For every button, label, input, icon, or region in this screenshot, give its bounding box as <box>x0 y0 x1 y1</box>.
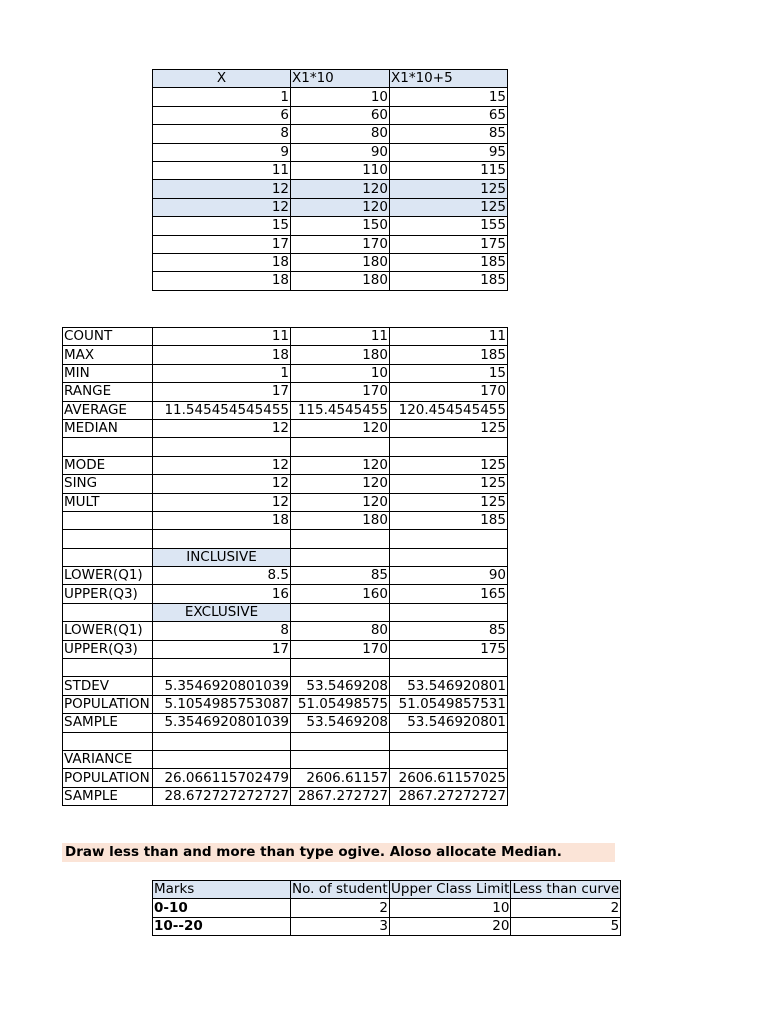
row-label[interactable]: AVERAGE <box>63 401 153 419</box>
row-label[interactable] <box>63 530 153 548</box>
cell[interactable]: 6 <box>153 106 291 124</box>
cell[interactable]: 60 <box>291 106 390 124</box>
stats-row <box>63 695 508 713</box>
cell[interactable]: 10 <box>390 899 511 917</box>
row-label[interactable] <box>63 548 153 566</box>
cell[interactable]: 12 <box>153 198 291 216</box>
column-header[interactable]: X1*10 <box>291 70 390 88</box>
cell[interactable]: 8 <box>153 125 291 143</box>
column-header[interactable]: X <box>153 70 291 88</box>
cell[interactable]: 90 <box>390 567 508 585</box>
row-label[interactable]: POPULATION <box>63 695 153 713</box>
stats-row <box>63 475 508 493</box>
cell[interactable] <box>291 750 390 768</box>
cell[interactable]: 175 <box>390 640 508 658</box>
cell[interactable]: 15 <box>390 88 508 106</box>
row-label[interactable] <box>63 438 153 456</box>
table-row <box>153 899 621 917</box>
cell[interactable]: 125 <box>390 198 508 216</box>
cell[interactable]: 155 <box>390 217 508 235</box>
cell[interactable] <box>153 659 291 677</box>
cell[interactable]: 160 <box>291 585 390 603</box>
stats-row <box>63 585 508 603</box>
cell[interactable] <box>291 732 390 750</box>
row-label[interactable] <box>63 732 153 750</box>
cell[interactable]: 15 <box>153 217 291 235</box>
table-row-highlighted <box>153 180 508 198</box>
cell[interactable] <box>153 438 291 456</box>
cell[interactable]: 85 <box>390 125 508 143</box>
cell[interactable]: 65 <box>390 106 508 124</box>
row-label[interactable]: POPULATION <box>63 769 153 787</box>
stats-row <box>63 346 508 364</box>
table-header-row <box>153 881 621 899</box>
cell[interactable]: 53.546920801 <box>390 714 508 732</box>
cell[interactable]: 18 <box>153 346 291 364</box>
row-label[interactable]: UPPER(Q3) <box>63 640 153 658</box>
table-row <box>153 917 621 935</box>
row-label[interactable]: UPPER(Q3) <box>63 585 153 603</box>
stats-row <box>63 750 508 768</box>
cell[interactable]: 20 <box>390 917 511 935</box>
stats-row <box>63 511 508 529</box>
cell[interactable]: 170 <box>390 383 508 401</box>
cell[interactable]: 10 <box>291 88 390 106</box>
table-row <box>153 88 508 106</box>
cell[interactable]: 120 <box>291 456 390 474</box>
cell[interactable]: 125 <box>390 493 508 511</box>
stats-row <box>63 401 508 419</box>
cell[interactable] <box>291 603 390 621</box>
instruction-note[interactable]: Draw less than and more than type ogive. Aloso allocate Median. <box>62 843 615 862</box>
cell[interactable]: 2606.61157025 <box>390 769 508 787</box>
cell[interactable]: 17 <box>153 383 291 401</box>
row-label[interactable] <box>63 511 153 529</box>
cell[interactable]: 125 <box>390 419 508 437</box>
cell[interactable]: 18 <box>153 511 291 529</box>
cell[interactable]: 2867.27272727 <box>390 787 508 805</box>
cell[interactable]: 17 <box>153 640 291 658</box>
cell[interactable]: 180 <box>291 253 390 271</box>
cell[interactable]: 180 <box>291 346 390 364</box>
stats-row <box>63 769 508 787</box>
cell[interactable]: 11 <box>153 328 291 346</box>
stats-row <box>63 787 508 805</box>
cell[interactable] <box>291 548 390 566</box>
cell[interactable]: 115.4545455 <box>291 401 390 419</box>
cell[interactable] <box>390 750 508 768</box>
row-label[interactable]: COUNT <box>63 328 153 346</box>
cell[interactable]: 5.1054985753087 <box>153 695 291 713</box>
cell[interactable] <box>390 659 508 677</box>
cell[interactable]: 5.3546920801039 <box>153 677 291 695</box>
table-row <box>153 106 508 124</box>
cell[interactable]: 17 <box>153 235 291 253</box>
cell[interactable]: 15 <box>390 364 508 382</box>
cell[interactable]: 28.672727272727 <box>153 787 291 805</box>
cell[interactable]: 18 <box>153 253 291 271</box>
cell[interactable]: 180 <box>291 511 390 529</box>
cell[interactable]: 185 <box>390 511 508 529</box>
cell[interactable]: 125 <box>390 180 508 198</box>
cell[interactable] <box>390 732 508 750</box>
stats-row <box>63 640 508 658</box>
cell[interactable] <box>153 732 291 750</box>
cell[interactable] <box>291 438 390 456</box>
cell[interactable]: 16 <box>153 585 291 603</box>
row-label[interactable]: SAMPLE <box>63 714 153 732</box>
stats-row <box>63 364 508 382</box>
row-label[interactable]: MAX <box>63 346 153 364</box>
cell[interactable]: 120 <box>291 419 390 437</box>
table-row <box>153 161 508 179</box>
cell[interactable]: 185 <box>390 346 508 364</box>
cell[interactable]: 0-10 <box>153 899 291 917</box>
cell[interactable]: 9 <box>153 143 291 161</box>
marks-table <box>152 880 621 936</box>
cell[interactable]: 51.05498575 <box>291 695 390 713</box>
cell[interactable] <box>390 603 508 621</box>
cell[interactable]: 120 <box>291 198 390 216</box>
cell[interactable]: 2 <box>511 899 621 917</box>
cell[interactable]: 12 <box>153 475 291 493</box>
cell[interactable]: 53.5469208 <box>291 714 390 732</box>
cell[interactable]: INCLUSIVE <box>153 548 291 566</box>
cell[interactable]: 95 <box>390 143 508 161</box>
cell[interactable]: 185 <box>390 253 508 271</box>
cell[interactable]: 8.5 <box>153 567 291 585</box>
stats-row <box>63 732 508 750</box>
row-label[interactable]: MEDIAN <box>63 419 153 437</box>
cell[interactable]: 3 <box>291 917 390 935</box>
cell[interactable]: 125 <box>390 456 508 474</box>
cell[interactable]: 150 <box>291 217 390 235</box>
cell[interactable]: 120.454545455 <box>390 401 508 419</box>
row-label[interactable]: SAMPLE <box>63 787 153 805</box>
cell[interactable] <box>390 438 508 456</box>
cell[interactable] <box>291 659 390 677</box>
cell[interactable]: 165 <box>390 585 508 603</box>
cell[interactable]: 110 <box>291 161 390 179</box>
cell[interactable]: 2867.272727 <box>291 787 390 805</box>
table-row <box>153 125 508 143</box>
cell[interactable]: 2 <box>291 899 390 917</box>
statistics-table <box>62 327 508 806</box>
row-label[interactable]: MULT <box>63 493 153 511</box>
row-label[interactable]: MODE <box>63 456 153 474</box>
cell[interactable]: 125 <box>390 475 508 493</box>
cell[interactable] <box>153 530 291 548</box>
row-label[interactable]: RANGE <box>63 383 153 401</box>
cell[interactable]: 10 <box>291 364 390 382</box>
cell[interactable]: 115 <box>390 161 508 179</box>
cell[interactable]: 2606.61157 <box>291 769 390 787</box>
stats-row <box>63 548 508 566</box>
stats-row <box>63 659 508 677</box>
row-label[interactable] <box>63 603 153 621</box>
data-table <box>152 69 508 291</box>
cell[interactable]: 12 <box>153 419 291 437</box>
stats-row <box>63 328 508 346</box>
table-row <box>153 143 508 161</box>
cell[interactable]: 5.3546920801039 <box>153 714 291 732</box>
cell[interactable]: 180 <box>291 272 390 290</box>
cell[interactable]: 12 <box>153 456 291 474</box>
stats-row <box>63 438 508 456</box>
stats-row <box>63 567 508 585</box>
cell[interactable]: EXCLUSIVE <box>153 603 291 621</box>
cell[interactable]: 11 <box>390 328 508 346</box>
cell[interactable]: 5 <box>511 917 621 935</box>
stats-row <box>63 419 508 437</box>
cell[interactable]: 170 <box>291 235 390 253</box>
cell[interactable]: 185 <box>390 272 508 290</box>
table-header-row <box>153 70 508 88</box>
stats-row <box>63 530 508 548</box>
cell[interactable]: 18 <box>153 272 291 290</box>
cell[interactable]: 85 <box>291 567 390 585</box>
cell[interactable]: 85 <box>390 622 508 640</box>
cell[interactable]: 8 <box>153 622 291 640</box>
cell[interactable]: 1 <box>153 364 291 382</box>
cell[interactable]: 80 <box>291 125 390 143</box>
row-label[interactable] <box>63 659 153 677</box>
cell[interactable] <box>390 530 508 548</box>
row-label[interactable]: STDEV <box>63 677 153 695</box>
row-label[interactable]: MIN <box>63 364 153 382</box>
cell[interactable]: 11.545454545455 <box>153 401 291 419</box>
stats-row <box>63 714 508 732</box>
stats-row <box>63 383 508 401</box>
column-header[interactable]: No. of student <box>292 881 388 898</box>
table-row-highlighted <box>153 198 508 216</box>
stats-row <box>63 456 508 474</box>
cell[interactable]: 1 <box>153 88 291 106</box>
table-row <box>153 217 508 235</box>
stats-row <box>63 677 508 695</box>
cell[interactable]: 120 <box>291 180 390 198</box>
cell[interactable]: 170 <box>291 383 390 401</box>
cell[interactable]: 120 <box>291 475 390 493</box>
cell[interactable]: 11 <box>153 161 291 179</box>
row-label[interactable]: LOWER(Q1) <box>63 567 153 585</box>
stats-row <box>63 493 508 511</box>
cell[interactable]: 53.5469208 <box>291 677 390 695</box>
cell[interactable]: 120 <box>291 493 390 511</box>
cell[interactable]: 90 <box>291 143 390 161</box>
cell[interactable]: 170 <box>291 640 390 658</box>
cell[interactable]: 80 <box>291 622 390 640</box>
table-row <box>153 253 508 271</box>
stats-row <box>63 603 508 621</box>
stats-row <box>63 622 508 640</box>
cell[interactable]: 175 <box>390 235 508 253</box>
row-label[interactable]: VARIANCE <box>63 750 153 768</box>
column-header[interactable]: Less than curve <box>512 881 620 898</box>
row-label[interactable]: SING <box>63 475 153 493</box>
cell[interactable] <box>291 530 390 548</box>
cell[interactable] <box>390 548 508 566</box>
column-header[interactable]: X1*10+5 <box>390 70 508 88</box>
cell[interactable] <box>153 750 291 768</box>
column-header[interactable]: Marks <box>153 881 291 899</box>
row-label[interactable]: LOWER(Q1) <box>63 622 153 640</box>
cell[interactable]: 12 <box>153 493 291 511</box>
table-row <box>153 235 508 253</box>
table-row <box>153 272 508 290</box>
cell[interactable]: 26.066115702479 <box>153 769 291 787</box>
cell[interactable]: 12 <box>153 180 291 198</box>
cell[interactable]: 10--20 <box>153 917 291 935</box>
cell[interactable]: 53.546920801 <box>390 677 508 695</box>
cell[interactable]: 11 <box>291 328 390 346</box>
cell[interactable]: 51.0549857531 <box>390 695 508 713</box>
column-header[interactable]: Upper Class Limit <box>391 881 510 898</box>
